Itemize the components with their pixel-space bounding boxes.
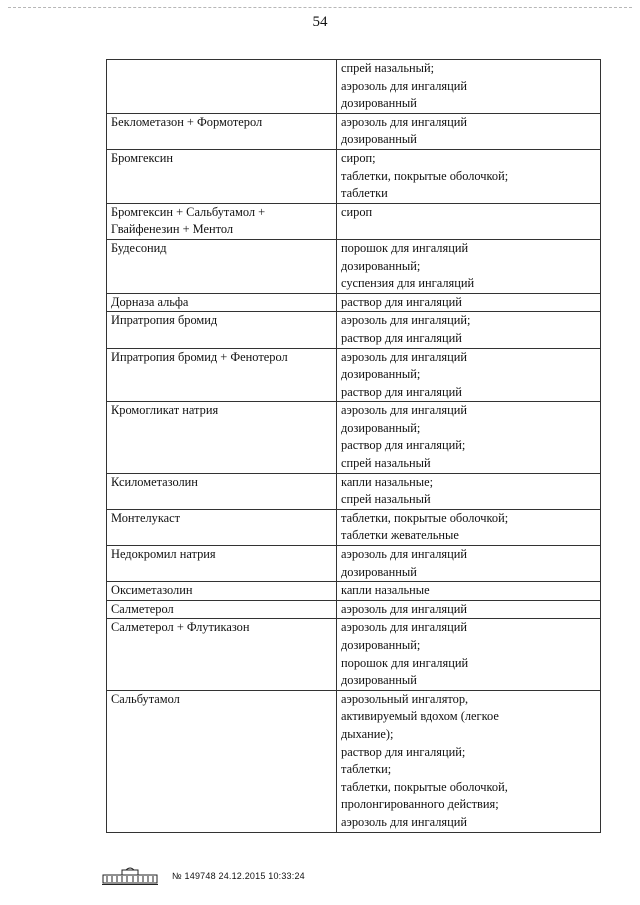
dosage-form-line: аэрозоль для ингаляций <box>341 114 468 129</box>
table-row <box>107 312 601 348</box>
drug-name-cell <box>107 690 337 832</box>
dosage-form-line: спрей назальный <box>341 492 431 507</box>
drug-name: Кромогликат натрия <box>111 403 219 418</box>
table-row <box>107 60 601 114</box>
drug-name-cell <box>107 402 337 473</box>
drug-name-cell <box>107 546 337 582</box>
drug-name: Ипратропия бромид <box>111 313 218 328</box>
drug-name-cell <box>107 348 337 402</box>
dosage-form-line: дозированный <box>341 132 417 147</box>
dosage-form-line: аэрозоль для ингаляций <box>341 620 468 635</box>
dosage-form-line: таблетки; <box>341 762 392 777</box>
dosage-form-line: капли назальные; <box>341 474 434 489</box>
drug-name: Бромгексин <box>111 150 174 165</box>
table-row <box>107 619 601 690</box>
dosage-form-line: аэрозольный ингалятор, <box>341 691 469 706</box>
dosage-form-line: дозированный <box>341 564 417 579</box>
dosage-form-cell <box>337 509 601 545</box>
dosage-form-line: спрей назальный; <box>341 61 435 75</box>
table-row <box>107 402 601 473</box>
dosage-form-line: дозированный <box>341 673 417 688</box>
dosage-form-cell <box>337 60 601 114</box>
top-border-line <box>8 7 632 8</box>
drug-name: Оксиметазолин <box>111 583 193 598</box>
drug-table <box>106 59 601 833</box>
drug-name-cell <box>107 582 337 601</box>
dosage-form-line: дозированный; <box>341 258 421 273</box>
table-row <box>107 203 601 239</box>
drug-name: Салметерол <box>111 601 174 616</box>
dosage-form-line: сироп <box>341 204 373 219</box>
dosage-form-line: дозированный; <box>341 367 421 382</box>
dosage-form-line: аэрозоль для ингаляций; <box>341 313 471 328</box>
drug-name-cell <box>107 203 337 239</box>
table-row <box>107 293 601 312</box>
dosage-form-line: аэрозоль для ингаляций <box>341 78 468 93</box>
drug-name: Недокромил натрия <box>111 547 216 562</box>
dosage-form-line: таблетки, покрытые оболочкой; <box>341 510 509 525</box>
dosage-form-line: таблетки жевательные <box>341 528 459 543</box>
table-row <box>107 348 601 402</box>
dosage-form-line: таблетки, покрытые оболочкой; <box>341 168 509 183</box>
dosage-form-cell <box>337 149 601 203</box>
table-row <box>107 113 601 149</box>
page-number: 54 <box>312 14 328 30</box>
dosage-form-line: аэрозоль для ингаляций <box>341 349 468 364</box>
drug-name: Беклометазон + Формотерол <box>111 114 263 129</box>
drug-name: Ипратропия бромид + Фенотерол <box>111 349 288 364</box>
dosage-form-line: раствор для ингаляций <box>341 294 462 309</box>
footer <box>102 865 305 887</box>
parliament-building-icon <box>102 866 158 886</box>
dosage-form-cell <box>337 402 601 473</box>
dosage-form-cell <box>337 348 601 402</box>
drug-name: Монтелукаст <box>111 510 181 525</box>
dosage-form-line: порошок для ингаляций <box>341 655 469 670</box>
dosage-form-line: пролонгированного действия; <box>341 797 499 812</box>
drug-name-cell <box>107 149 337 203</box>
dosage-form-line: аэрозоль для ингаляций <box>341 403 468 418</box>
dosage-form-line: раствор для ингаляций; <box>341 744 466 759</box>
drug-table-body <box>107 60 601 833</box>
dosage-form-line: раствор для ингаляций <box>341 330 462 345</box>
dosage-form-line: сироп; <box>341 150 376 165</box>
dosage-form-cell <box>337 619 601 690</box>
dosage-form-line: таблетки <box>341 186 388 201</box>
dosage-form-cell <box>337 293 601 312</box>
drug-name-cell <box>107 113 337 149</box>
dosage-form-cell <box>337 203 601 239</box>
dosage-form-cell <box>337 473 601 509</box>
drug-name-cell <box>107 312 337 348</box>
table-row <box>107 473 601 509</box>
dosage-form-cell <box>337 600 601 619</box>
dosage-form-line: таблетки, покрытые оболочкой, <box>341 779 508 794</box>
drug-name: Салметерол + Флутиказон <box>111 620 250 635</box>
dosage-form-line: раствор для ингаляций; <box>341 438 466 453</box>
dosage-form-line: порошок для ингаляций <box>341 240 469 255</box>
document-stamp-text: № 149748 24.12.2015 10:33:24 <box>172 871 305 881</box>
table-row <box>107 239 601 293</box>
drug-name-cell <box>107 473 337 509</box>
dosage-form-line: дыхание); <box>341 726 394 741</box>
table-row <box>107 509 601 545</box>
drug-name-cell <box>107 293 337 312</box>
dosage-form-line: дозированный <box>341 96 417 111</box>
table-row <box>107 546 601 582</box>
dosage-form-cell <box>337 546 601 582</box>
dosage-form-line: аэрозоль для ингаляций <box>341 601 468 616</box>
dosage-form-line: активируемый вдохом (легкое <box>341 709 499 724</box>
drug-name-cell <box>107 600 337 619</box>
drug-name-cell <box>107 239 337 293</box>
dosage-form-cell <box>337 582 601 601</box>
table-row <box>107 690 601 832</box>
table-row <box>107 600 601 619</box>
dosage-form-cell <box>337 690 601 832</box>
table-row <box>107 582 601 601</box>
drug-name: Сальбутамол <box>111 691 180 706</box>
dosage-form-cell <box>337 312 601 348</box>
dosage-form-line: аэрозоль для ингаляций <box>341 814 468 829</box>
dosage-form-cell <box>337 239 601 293</box>
drug-name: Ксилометазолин <box>111 474 198 489</box>
drug-name-cell <box>107 509 337 545</box>
dosage-form-cell <box>337 113 601 149</box>
dosage-form-line: аэрозоль для ингаляций <box>341 547 468 562</box>
drug-name-cell <box>107 619 337 690</box>
drug-name: Дорназа альфа <box>111 294 189 309</box>
drug-name: Будесонид <box>111 240 167 255</box>
dosage-form-line: дозированный; <box>341 420 421 435</box>
dosage-form-line: раствор для ингаляций <box>341 384 462 399</box>
table-row <box>107 149 601 203</box>
drug-name: Бромгексин + Сальбутамол + Гвайфенезин + Ментол <box>111 204 266 237</box>
dosage-form-line: капли назальные <box>341 583 430 598</box>
dosage-form-line: суспензия для ингаляций <box>341 276 475 291</box>
dosage-form-line: дозированный; <box>341 638 421 652</box>
drug-name-cell <box>107 60 337 114</box>
dosage-form-line: спрей назальный <box>341 456 431 471</box>
